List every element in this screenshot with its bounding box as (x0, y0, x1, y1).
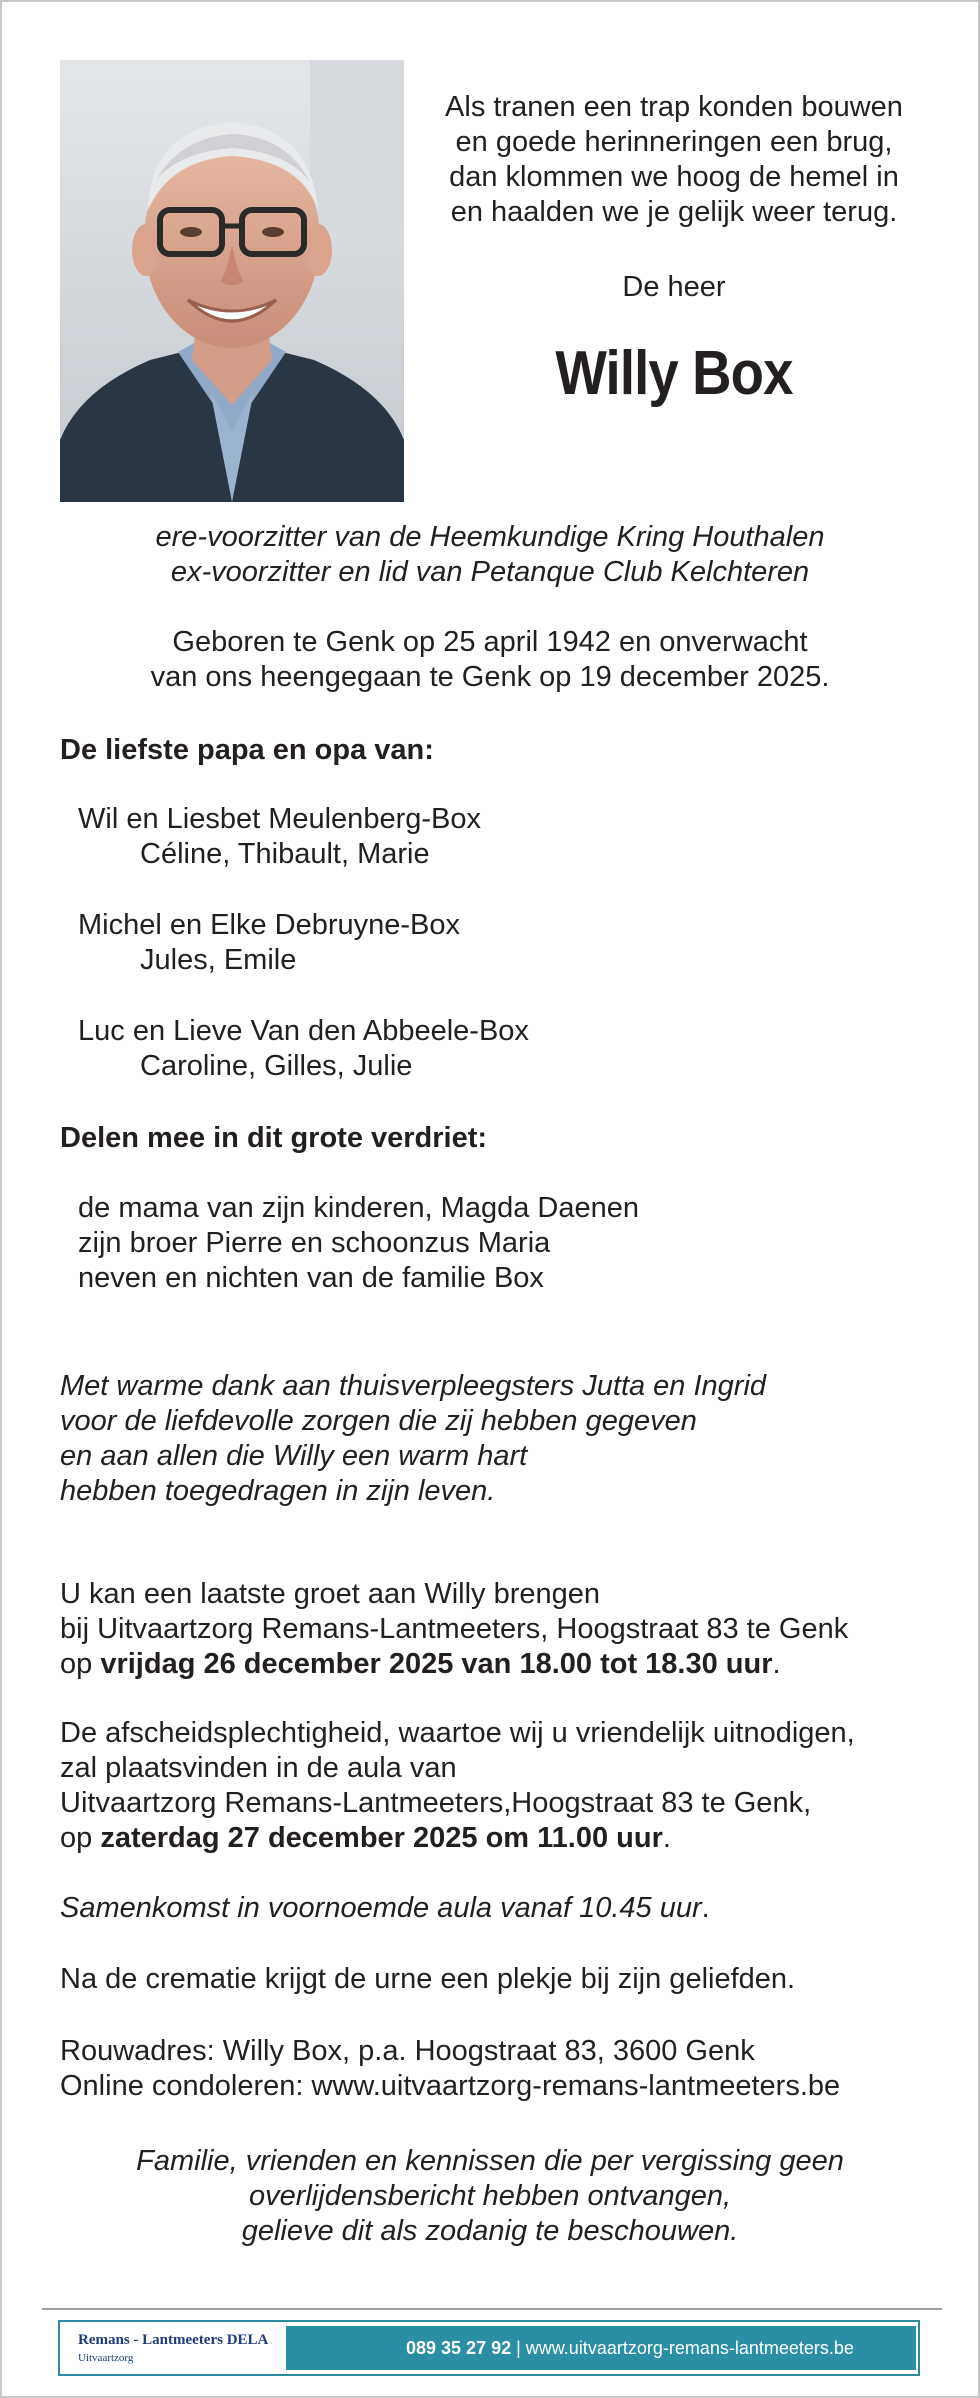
contact-bar (286, 2326, 916, 2370)
ceremony-suffix: . (662, 1822, 671, 1854)
poem-line: en haalden we je gelijk weer terug. (450, 196, 898, 228)
ceremony-info (60, 1716, 855, 1856)
poem (414, 90, 934, 230)
grief-heading: Delen mee in dit grote verdriet: (60, 1122, 488, 1154)
ceremony-prefix: op (60, 1822, 101, 1854)
visit-line: bij Uitvaartzorg Remans-Lantmeeters, Hoogstraat 83 te Genk (60, 1613, 849, 1645)
thanks-message (60, 1369, 766, 1509)
visit-suffix: . (772, 1648, 781, 1680)
portrait-illustration (60, 60, 404, 502)
notice-line: overlijdensbericht hebben ontvangen, (248, 2180, 732, 2212)
role-line: ex-voorzitter en lid van Petanque Club Kelchteren (170, 556, 810, 588)
grief-line: neven en nichten van de familie Box (78, 1262, 544, 1294)
portrait-photo (60, 60, 404, 502)
urn-info: Na de crematie krijgt de urne een plekje bij zijn geliefden. (60, 1963, 796, 1995)
footer-divider (42, 2308, 942, 2310)
separator: | (511, 2338, 526, 2358)
missed-notice (2, 2144, 978, 2249)
visit-line (60, 1647, 848, 1682)
family-parents: Michel en Elke Debruyne-Box (78, 909, 461, 941)
online-condolences: Online condoleren: www.uitvaartzorg-remans-lantmeeters.be (60, 2070, 841, 2102)
family-children: Céline, Thibault, Marie (140, 838, 430, 870)
visit-line: U kan een laatste groet aan Willy brengen (60, 1578, 601, 1610)
visit-datetime: vrijdag 26 december 2025 van 18.00 tot 18.30 uur (100, 1648, 773, 1680)
family-parents: Wil en Liesbet Meulenberg-Box (78, 803, 481, 835)
visitation-info (60, 1577, 848, 1682)
family-heading: De liefste papa en opa van: (60, 734, 434, 766)
poem-line: en goede herinneringen een brug, (455, 126, 893, 158)
thanks-line: Met warme dank aan thuisverpleegsters Jutta en Ingrid (60, 1370, 767, 1402)
website-link[interactable]: www.uitvaartzorg-remans-lantmeeters.be (525, 2338, 854, 2358)
ceremony-line: De afscheidsplechtigheid, waartoe wij u vriendelijk uitnodigen, (60, 1717, 855, 1749)
ceremony-line (60, 1821, 855, 1856)
funeral-home-logo (62, 2326, 286, 2370)
family-children: Jules, Emile (140, 944, 297, 976)
salutation: De heer (622, 271, 726, 303)
logo-subtitle: Uitvaartzorg (78, 2352, 134, 2364)
grief-line: de mama van zijn kinderen, Magda Daenen (78, 1192, 639, 1224)
family-children: Caroline, Gilles, Julie (140, 1050, 413, 1082)
birth-death-info (2, 625, 978, 695)
ceremony-line: Uitvaartzorg Remans-Lantmeeters,Hoogstraat 83 te Genk, (60, 1787, 812, 1819)
death-line: van ons heengegaan te Genk op 19 december 2025. (150, 661, 830, 693)
role-line: ere-voorzitter van de Heemkundige Kring Houthalen (155, 521, 825, 553)
notice-line: gelieve dit als zodanig te beschouwen. (241, 2215, 739, 2247)
visit-prefix: op (60, 1648, 101, 1680)
address-info (60, 2034, 840, 2104)
grief-line: zijn broer Pierre en schoonzus Maria (78, 1227, 551, 1259)
birth-line: Geboren te Genk op 25 april 1942 en onverwacht (172, 626, 808, 658)
roles (2, 520, 978, 590)
phone-number[interactable]: 089 35 27 92 (406, 2338, 512, 2358)
mourning-address: Rouwadres: Willy Box, p.a. Hoogstraat 83, 3600 Genk (60, 2035, 755, 2067)
gathering-text: Samenkomst in voornoemde aula vanaf 10.45 uur (60, 1892, 702, 1924)
ceremony-datetime: zaterdag 27 december 2025 om 11.00 uur (100, 1822, 663, 1854)
gathering-info (60, 1891, 710, 1926)
gathering-suffix: . (701, 1892, 710, 1924)
thanks-line: en aan allen die Willy een warm hart (60, 1440, 528, 1472)
deceased-name: Willy Box (555, 339, 793, 408)
poem-line: dan klommen we hoog de hemel in (449, 161, 899, 193)
poem-line: Als tranen een trap konden bouwen (445, 91, 903, 123)
thanks-line: voor de liefdevolle zorgen die zij hebben gegeven (60, 1405, 697, 1437)
logo-name: Remans - Lantmeeters DELA (78, 2332, 269, 2348)
funeral-home-footer (58, 2320, 920, 2376)
ceremony-line: zal plaatsvinden in de aula van (60, 1752, 457, 1784)
family-parents: Luc en Lieve Van den Abbeele-Box (78, 1015, 529, 1047)
notice-line: Familie, vrienden en kennissen die per vergissing geen (136, 2145, 844, 2177)
thanks-line: hebben toegedragen in zijn leven. (60, 1475, 496, 1507)
